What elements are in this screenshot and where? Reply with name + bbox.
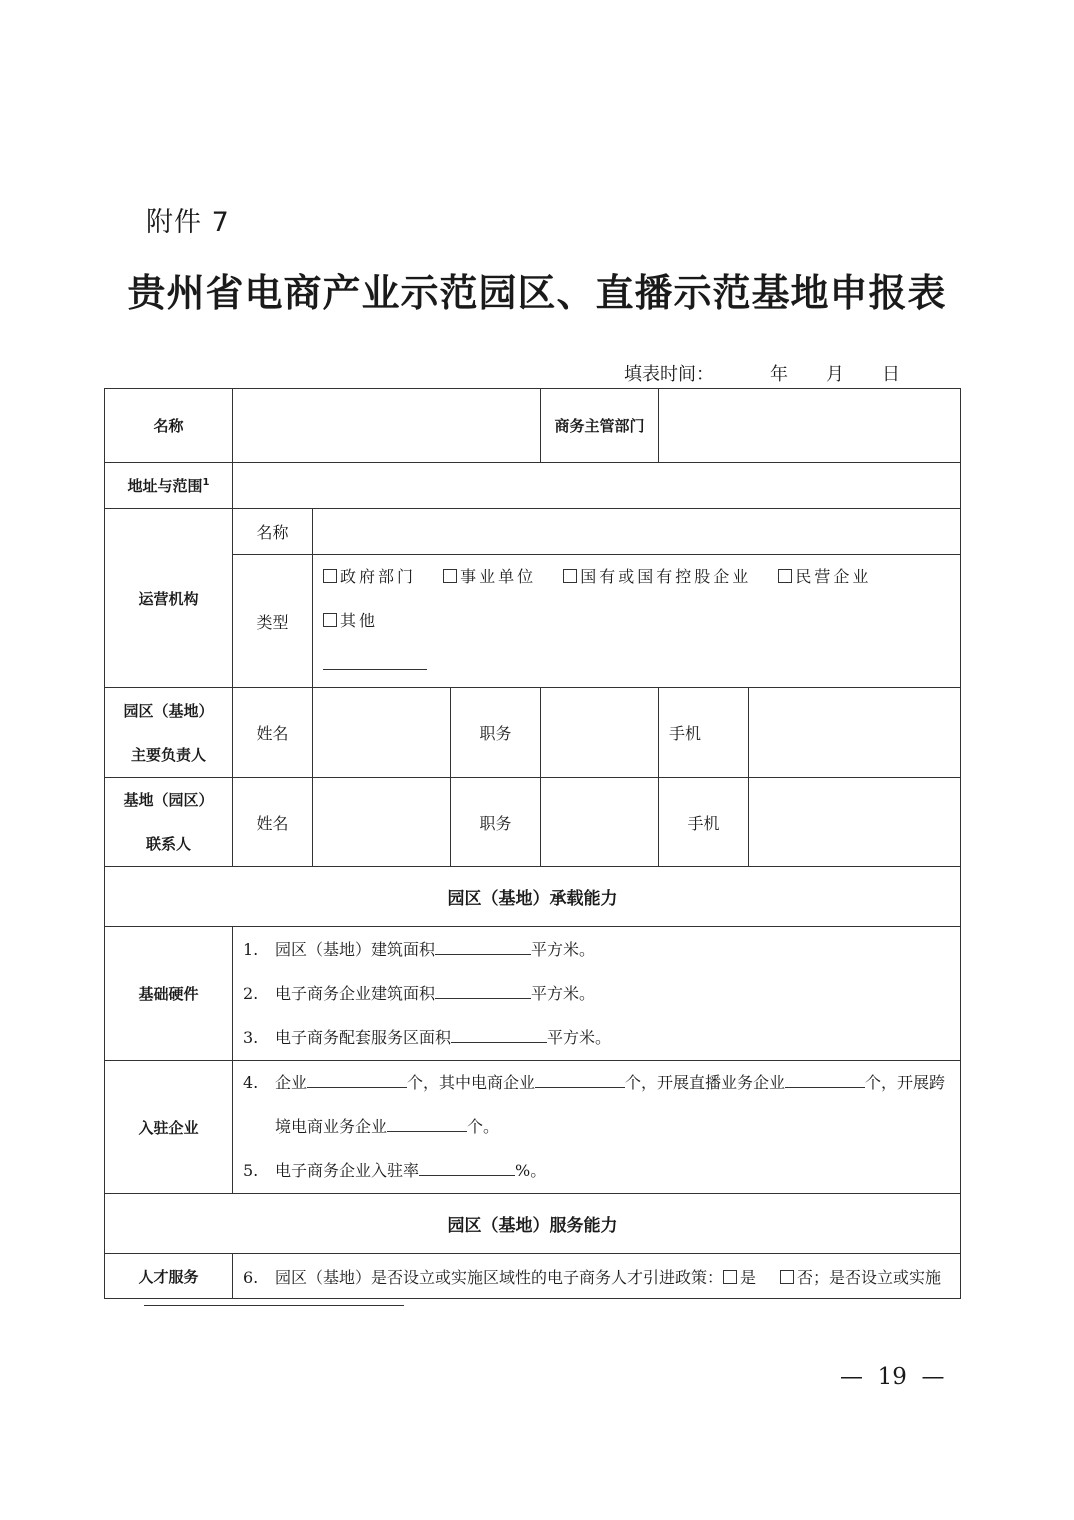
contact-title-label: 职务	[451, 778, 541, 867]
address-footnote: 1	[202, 477, 210, 488]
enterprise-items	[233, 1061, 961, 1194]
dept-value-cell[interactable]	[659, 389, 961, 463]
dept-label: 商务主管部门	[541, 389, 659, 463]
service-area-blank[interactable]	[451, 1028, 547, 1043]
talent-item-6: 6. 园区（基地）是否设立或实施区域性的电子商务人才引进政策： 是 否；是否设立或实施	[233, 1254, 961, 1299]
enterprises-label: 入驻企业	[105, 1061, 233, 1194]
contact-title-value[interactable]	[541, 778, 659, 867]
leader-title-label: 职务	[451, 688, 541, 778]
checkbox-icon[interactable]	[443, 569, 457, 583]
leader-title-value[interactable]	[541, 688, 659, 778]
hardware-item-2: 2. 电子商务企业建筑面积 平方米。	[243, 983, 596, 1003]
checkbox-icon[interactable]	[778, 569, 792, 583]
operator-name-label: 名称	[233, 509, 313, 555]
leader-name-label: 姓名	[233, 688, 313, 778]
livestream-count-blank[interactable]	[785, 1073, 865, 1088]
contact-phone-value[interactable]	[749, 778, 961, 867]
section-capacity-heading: 园区（基地）承载能力	[105, 867, 961, 927]
leader-label: 园区（基地） 主要负责人	[105, 688, 233, 778]
checkbox-icon[interactable]	[323, 569, 337, 583]
enterprise-count-blank[interactable]	[307, 1073, 407, 1088]
leader-phone-label: 手机	[659, 688, 749, 778]
checkbox-icon[interactable]	[723, 1270, 737, 1284]
checkbox-icon[interactable]	[323, 613, 337, 627]
section-service-heading: 园区（基地）服务能力	[105, 1194, 961, 1254]
page-number: — 19 —	[840, 1364, 945, 1390]
operator-label: 运营机构	[105, 509, 233, 688]
type-option-government[interactable]: 政府部门	[323, 555, 416, 599]
checkbox-icon[interactable]	[563, 569, 577, 583]
hardware-item-3: 3. 电子商务配套服务区面积 平方米。	[243, 1027, 612, 1047]
fill-date-month: 月	[826, 364, 844, 385]
contact-name-value[interactable]	[313, 778, 451, 867]
enterprise-item-4-cont: 境电商业务企业 个。	[275, 1117, 500, 1136]
other-type-blank[interactable]	[323, 655, 427, 670]
fill-date	[624, 360, 900, 386]
ecommerce-area-blank[interactable]	[435, 984, 531, 999]
enterprise-item-5: 5. 电子商务企业入驻率 %。	[243, 1161, 547, 1180]
hardware-item-1: 1. 园区（基地）建筑面积 平方米。	[243, 939, 596, 959]
leader-phone-value[interactable]	[749, 688, 961, 778]
leader-name-value[interactable]	[313, 688, 451, 778]
type-option-state-owned[interactable]: 国有或国有控股企业	[563, 555, 751, 599]
operator-name-value[interactable]	[313, 509, 961, 555]
address-label-cell	[105, 463, 233, 509]
form-title: 贵州省电商产业示范园区、直播示范基地申报表	[127, 270, 947, 315]
fill-date-year: 年	[770, 364, 788, 385]
operator-type-label: 类型	[233, 555, 313, 688]
contact-name-label: 姓名	[233, 778, 313, 867]
name-label: 名称	[105, 389, 233, 463]
talent-label: 人才服务	[105, 1254, 233, 1299]
fill-date-label: 填表时间：	[624, 364, 714, 385]
type-option-institution[interactable]: 事业单位	[443, 555, 536, 599]
hardware-label: 基础硬件	[105, 927, 233, 1061]
attachment-label: 附件 7	[146, 207, 230, 238]
operator-type-options	[313, 555, 961, 688]
occupancy-rate-blank[interactable]	[419, 1161, 515, 1176]
type-option-private[interactable]: 民营企业	[778, 555, 871, 599]
contact-phone-label: 手机	[659, 778, 749, 867]
name-value-cell[interactable]	[233, 389, 541, 463]
contact-label: 基地（园区） 联系人	[105, 778, 233, 867]
type-option-other[interactable]: 其他	[323, 599, 378, 643]
footnote-divider	[144, 1305, 404, 1306]
building-area-blank[interactable]	[435, 940, 531, 955]
address-label: 地址与范围	[127, 477, 203, 495]
application-form-table	[104, 388, 961, 1299]
address-value-cell[interactable]	[233, 463, 961, 509]
enterprise-item-4: 4. 企业 个，其中电商企业 个，开展直播业务企业 个，开展跨	[243, 1073, 946, 1092]
crossborder-count-blank[interactable]	[387, 1117, 467, 1132]
checkbox-icon[interactable]	[780, 1270, 794, 1284]
hardware-items	[233, 927, 961, 1061]
ecommerce-count-blank[interactable]	[535, 1073, 625, 1088]
fill-date-day: 日	[882, 364, 900, 385]
